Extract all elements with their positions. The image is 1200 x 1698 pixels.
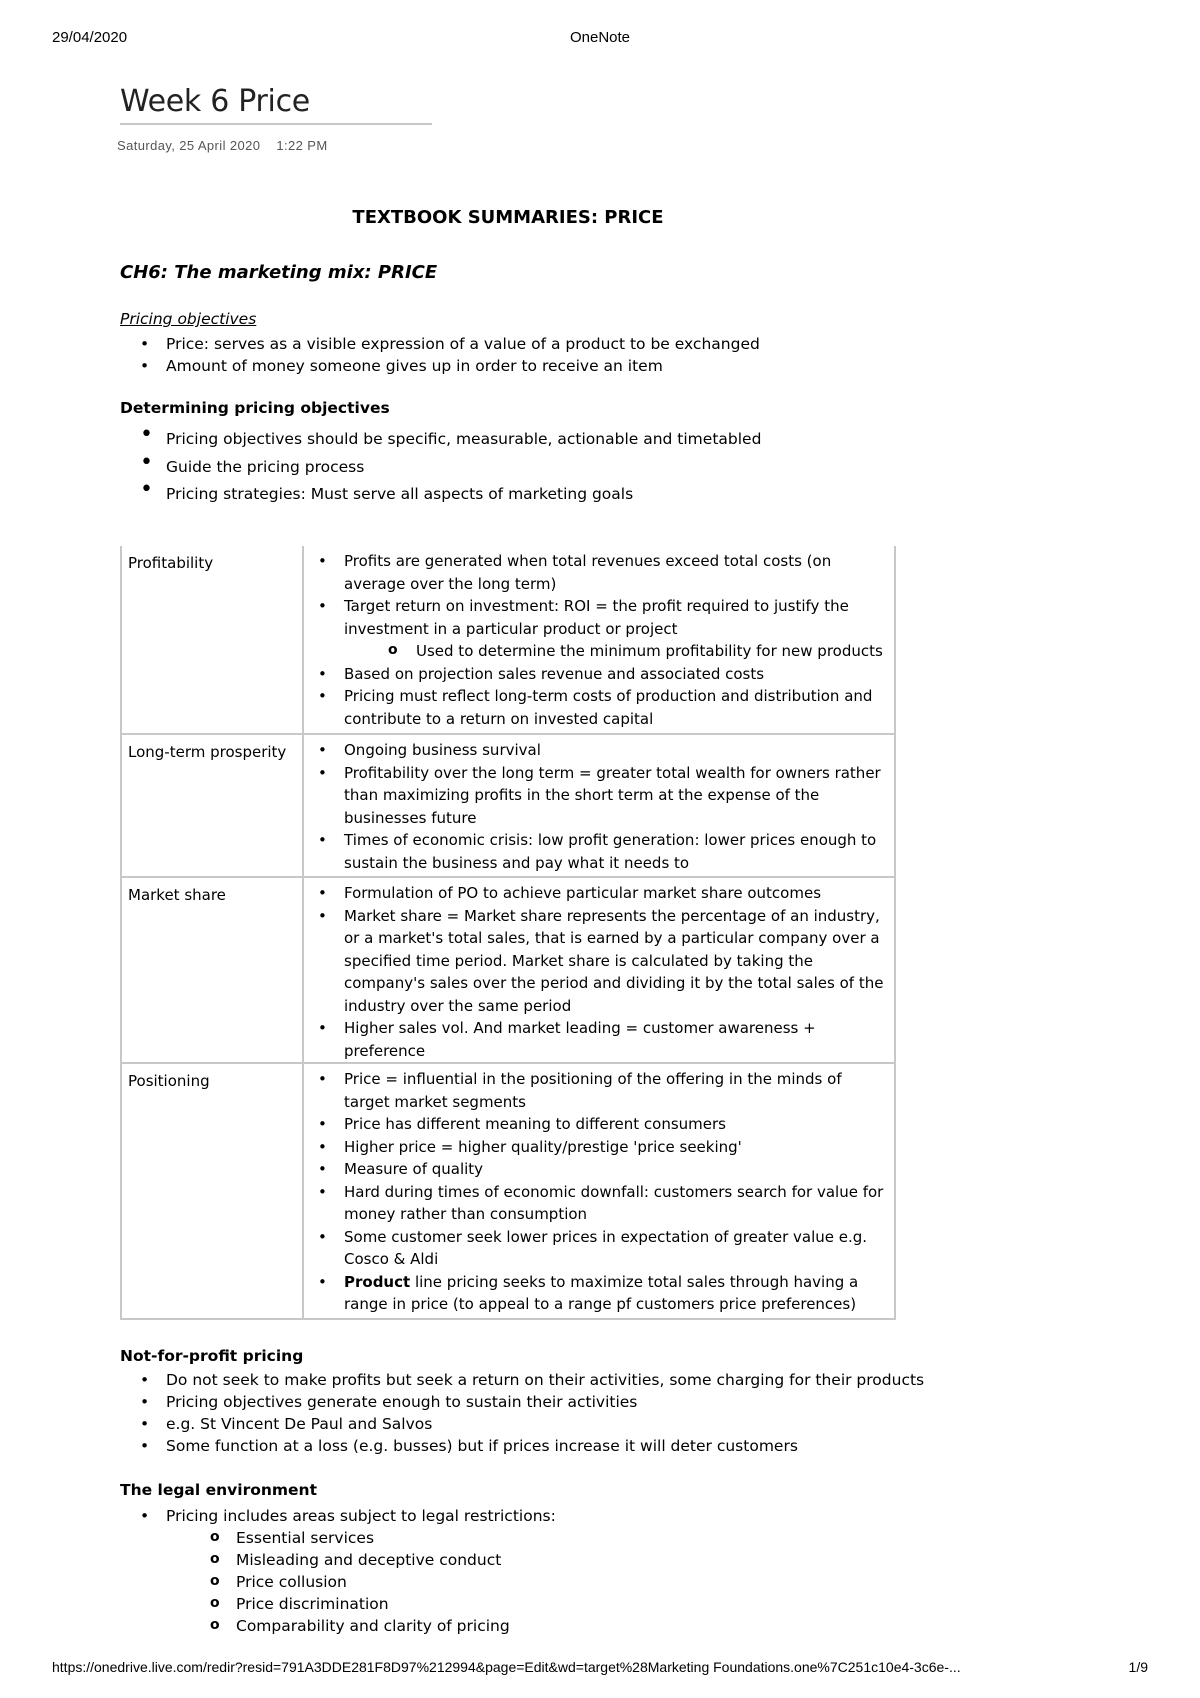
table-row xyxy=(121,734,895,877)
list-item: • Price: serves as a visible expression of a value of a product to be exchanged xyxy=(140,333,760,355)
section-heading: TEXTBOOK SUMMARIES: PRICE xyxy=(352,207,664,228)
cell-list xyxy=(312,1068,886,1316)
list-item: • Based on projection sales revenue and associated costs xyxy=(312,663,886,686)
legal-sub-list xyxy=(166,1527,556,1637)
row-label: Market share xyxy=(121,877,303,1063)
table-row xyxy=(121,877,895,1063)
list-item: • Some function at a loss (e.g. busses) but if prices increase it will deter customers xyxy=(140,1435,924,1457)
list-item: • Higher sales vol. And market leading = customer awareness + preference xyxy=(312,1017,886,1062)
title-underline xyxy=(120,123,432,125)
list-item: • Pricing objectives generate enough to sustain their activities xyxy=(140,1391,924,1413)
list-item: • Amount of money someone gives up in order to receive an item xyxy=(140,355,760,377)
sub-list-item: o Price discrimination xyxy=(210,1593,556,1615)
page-time: 1:22 PM xyxy=(276,138,328,153)
list-item: • Guide the pricing process xyxy=(140,454,761,482)
list-item: • Hard during times of economic downfall: customers search for value for money rather than consumption xyxy=(312,1181,886,1226)
list-item: • Do not seek to make profits but seek a return on their activities, some charging for their products xyxy=(140,1369,924,1391)
not-for-profit-heading: Not-for-profit pricing xyxy=(120,1347,304,1365)
list-item: • Times of economic crisis: low profit generation: lower prices enough to sustain the business and pay what it needs to xyxy=(312,829,886,874)
determining-heading: Determining pricing objectives xyxy=(120,399,390,417)
print-app-name: OneNote xyxy=(569,29,631,46)
list-item: • Price = influential in the positioning of the offering in the minds of target market segments xyxy=(312,1068,886,1113)
table-row xyxy=(121,546,895,734)
cell-list xyxy=(312,882,886,1062)
determining-list xyxy=(140,426,761,509)
row-label: Profitability xyxy=(121,546,303,734)
not-for-profit-list xyxy=(140,1369,924,1457)
cell-list xyxy=(312,550,886,730)
sub-list xyxy=(344,640,886,663)
pricing-objectives-heading: Pricing objectives xyxy=(120,310,257,328)
footer-page-number: 1/9 xyxy=(1128,1659,1148,1675)
list-item: • Pricing objectives should be specific, measurable, actionable and timetabled xyxy=(140,426,761,454)
legal-heading: The legal environment xyxy=(120,1481,318,1499)
row-label: Long-term prosperity xyxy=(121,734,303,877)
page-timestamp xyxy=(117,138,328,153)
list-item: • Profitability over the long term = greater total wealth for owners rather than maximizing profits in the short term at the expense of the businesses future xyxy=(312,762,886,830)
print-date: 29/04/2020 xyxy=(52,29,128,46)
list-item: • Higher price = higher quality/prestige 'price seeking' xyxy=(312,1136,886,1159)
footer-url: https://onedrive.live.com/redir?resid=791A3DDE281F8D97%212994&page=Edit&wd=target%28Marketing Foundations.one%7C251c10e4-3c6e-... xyxy=(52,1659,961,1675)
cell-list xyxy=(312,739,886,874)
list-item: • Formulation of PO to achieve particular market share outcomes xyxy=(312,882,886,905)
list-item: • Pricing must reflect long-term costs of production and distribution and contribute to a return on invested capital xyxy=(312,685,886,730)
chapter-heading: CH6: The marketing mix: PRICE xyxy=(120,262,438,283)
sub-list-item: o Price collusion xyxy=(210,1571,556,1593)
sub-list-item: o Comparability and clarity of pricing xyxy=(210,1615,556,1637)
list-item: • Some customer seek lower prices in expectation of greater value e.g. Cosco & Aldi xyxy=(312,1226,886,1271)
list-item: • Ongoing business survival xyxy=(312,739,886,762)
list-item: • Measure of quality xyxy=(312,1158,886,1181)
list-item: • Pricing strategies: Must serve all aspects of marketing goals xyxy=(140,481,761,509)
legal-list xyxy=(140,1505,556,1637)
list-item: • Target return on investment: ROI = the profit required to justify the investment in a particular product or project o Used to determine the minimum profitability for new products xyxy=(312,595,886,663)
sub-list-item: o Misleading and deceptive conduct xyxy=(210,1549,556,1571)
list-item: • Price has different meaning to different consumers xyxy=(312,1113,886,1136)
list-item: • Profits are generated when total revenues exceed total costs (on average over the long term) xyxy=(312,550,886,595)
list-item: • Pricing includes areas subject to legal restrictions: o Essential services o Misleading and deceptive conduct o Price collusion o Price discrimination o Comparability and clarity of pricing xyxy=(140,1505,556,1637)
table-row xyxy=(121,1063,895,1319)
pricing-objectives-list xyxy=(140,333,760,377)
pricing-objectives-table xyxy=(120,546,896,1320)
list-item: • Market share = Market share represents the percentage of an industry, or a market's total sales, that is earned by a particular company over a specified time period. Market share is calculated by taking the company's sales over the period and dividing it by the total sales of the industry over the same period xyxy=(312,905,886,1018)
list-item: • Product line pricing seeks to maximize total sales through having a range in price (to appeal to a range pf customers price preferences) xyxy=(312,1271,886,1316)
page-date: Saturday, 25 April 2020 xyxy=(117,138,261,153)
sub-list-item: o Used to determine the minimum profitability for new products xyxy=(388,640,886,663)
list-item: • e.g. St Vincent De Paul and Salvos xyxy=(140,1413,924,1435)
page-title[interactable]: Week 6 Price xyxy=(120,84,310,119)
row-label: Positioning xyxy=(121,1063,303,1319)
sub-list-item: o Essential services xyxy=(210,1527,556,1549)
